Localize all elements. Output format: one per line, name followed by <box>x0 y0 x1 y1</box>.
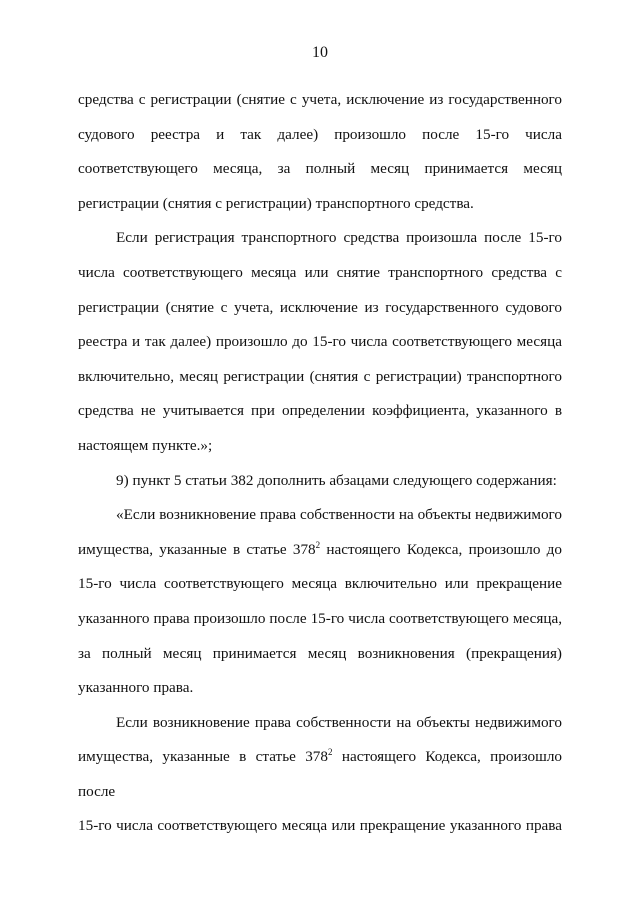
text-line: указанного права. <box>78 679 194 697</box>
document-body <box>78 83 562 844</box>
text-line: реестра и так далее) произошло до 15-го числа соответствующего месяца <box>78 333 562 351</box>
text-segment: имущества, указанные в статье 378 <box>78 540 316 558</box>
text-segment: настоящего Кодекса, произошло после <box>78 748 562 800</box>
text-line: за полный месяц принимается месяц возникновения (прекращения) <box>78 644 562 662</box>
text-line: регистрации (снятие с учета, исключение из государственного судового <box>78 298 562 316</box>
text-line: «Если возникновение права собственности на объекты недвижимого <box>116 506 562 524</box>
page-number: 10 <box>312 44 328 61</box>
text-line: 15-го числа соответствующего месяца или прекращение указанного права <box>78 817 562 835</box>
text-line: Если регистрация транспортного средства произошла после 15-го <box>116 229 562 247</box>
text-line <box>78 533 562 568</box>
text-line: судового реестра и так далее) произошло после 15-го числа <box>78 125 562 143</box>
text-segment: настоящего Кодекса, произошло до <box>320 540 562 558</box>
text-line: регистрации (снятия с регистрации) транспортного средства. <box>78 194 474 212</box>
text-line: 15-го числа соответствующего месяца включительно или прекращение <box>78 575 562 593</box>
text-line: средства с регистрации (снятие с учета, исключение из государственного <box>78 91 562 108</box>
text-line <box>78 740 562 809</box>
text-segment: имущества, указанные в статье 378 <box>78 748 328 766</box>
text-line: числа соответствующего месяца или снятие транспортного средства с <box>78 263 562 281</box>
text-line: средства не учитывается при определении коэффициента, указанного в <box>78 402 562 420</box>
text-line: указанного права произошло после 15-го числа соответствующего месяца, <box>78 609 562 627</box>
superscript: 2 <box>327 747 333 758</box>
text-line: 9) пункт 5 статьи 382 дополнить абзацами следующего содержания: <box>116 471 557 489</box>
superscript: 2 <box>315 539 321 550</box>
text-line: включительно, месяц регистрации (снятия с регистрации) транспортного <box>78 367 562 385</box>
text-line: настоящем пункте.»; <box>78 436 213 454</box>
text-line: соответствующего месяца, за полный месяц принимается месяц <box>78 160 562 178</box>
text-line: Если возникновение права собственности на объекты недвижимого <box>116 713 562 731</box>
